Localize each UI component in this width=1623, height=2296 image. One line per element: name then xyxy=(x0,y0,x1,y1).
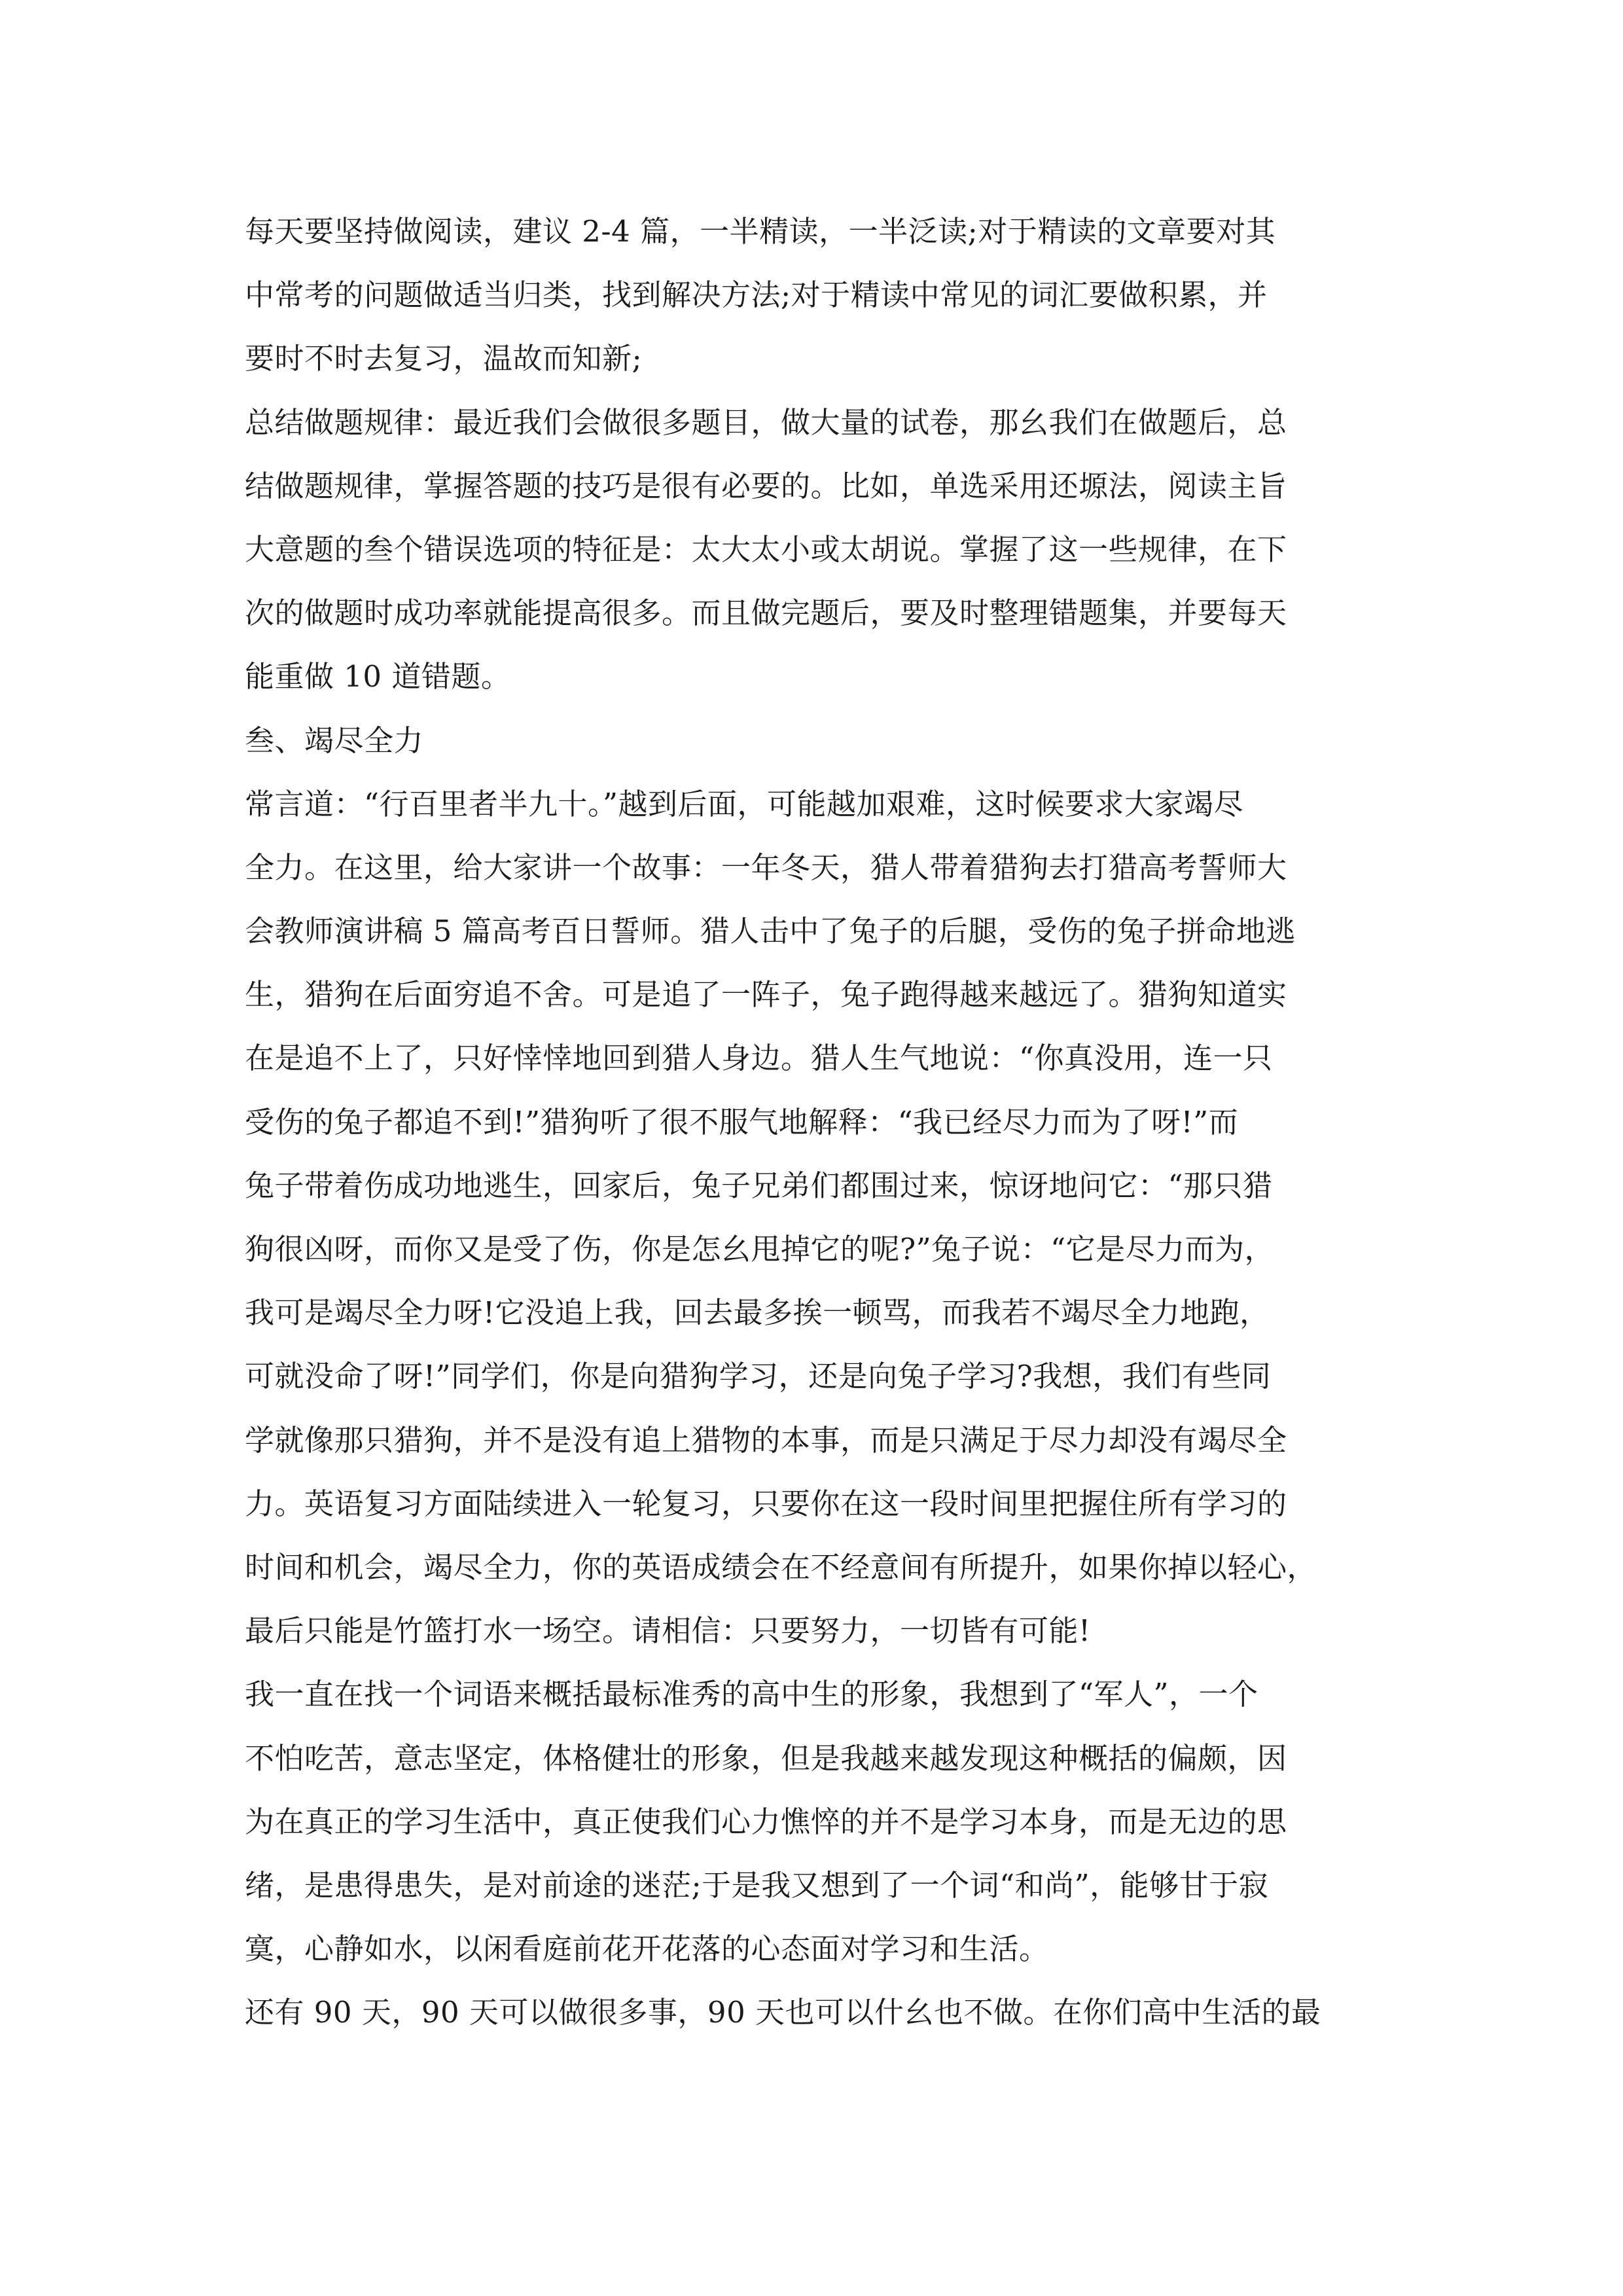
text-line: 学就像那只猎狗，并不是没有追上猎物的本事，而是只满足于尽力却没有竭尽全 xyxy=(245,1422,1287,1458)
text-line: 结做题规律，掌握答题的技巧是很有必要的。比如，单选采用还塬法，阅读主旨 xyxy=(245,468,1287,503)
text-line: 会教师演讲稿 5 篇高考百日誓师。猎人击中了兔子的后腿，受伤的兔子拼命地逃 xyxy=(245,914,1296,949)
text-line: 我可是竭尽全力呀!它没追上我，回去最多挨一顿骂，而我若不竭尽全力地跑， xyxy=(245,1295,1270,1331)
text-line: 不怕吃苦，意志坚定，体格健壮的形象，但是我越来越发现这种概括的偏颇，因 xyxy=(245,1740,1287,1776)
text-line: 力。英语复习方面陆续进入一轮复习，只要你在这一段时间里把握住所有学习的 xyxy=(245,1486,1287,1521)
text-line: 大意题的叁个错误选项的特征是：太大太小或太胡说。掌握了这一些规律，在下 xyxy=(245,531,1287,567)
text-line: 在是追不上了，只好悻悻地回到猎人身边。猎人生气地说：“你真没用，连一只 xyxy=(245,1041,1273,1076)
text-line: 为在真正的学习生活中，真正使我们心力憔悴的并不是学习本身，而是无边的思 xyxy=(245,1804,1287,1839)
text-line: 能重做 10 道错题。 xyxy=(245,659,511,694)
text-line: 最后只能是竹篮打水一场空。请相信：只要努力，一切皆有可能! xyxy=(245,1613,1091,1649)
text-line: 时间和机会，竭尽全力，你的英语成绩会在不经意间有所提升，如果你掉以轻心， xyxy=(245,1549,1317,1585)
text-line: 生，猎狗在后面穷追不舍。可是追了一阵子，兔子跑得越来越远了。猎狗知道实 xyxy=(245,977,1287,1013)
text-line: 寞，心静如水，以闲看庭前花开花落的心态面对学习和生活。 xyxy=(245,1931,1049,1967)
text-line: 绪，是患得患失，是对前途的迷茫;于是我又想到了一个词“和尚”，能够甘于寂 xyxy=(245,1867,1269,1903)
text-line: 可就没命了呀!”同学们，你是向猎狗学习，还是向兔子学习?我想，我们有些同 xyxy=(245,1359,1272,1394)
section-heading: 叁、竭尽全力 xyxy=(245,723,424,758)
text-line: 全力。在这里，给大家讲一个故事：一年冬天，猎人带着猎狗去打猎高考誓师大 xyxy=(245,850,1287,885)
text-line: 我一直在找一个词语来概括最标准秀的高中生的形象，我想到了“军人”，一个 xyxy=(245,1677,1258,1712)
text-line: 常言道：“行百里者半九十。”越到后面，可能越加艰难，这时候要求大家竭尽 xyxy=(245,786,1244,821)
text-line: 兔子带着伤成功地逃生，回家后，兔子兄弟们都围过来，惊讶地问它：“那只猎 xyxy=(245,1168,1273,1203)
text-line: 总结做题规律：最近我们会做很多题目，做大量的试卷，那幺我们在做题后，总 xyxy=(245,404,1287,440)
text-line: 要时不时去复习，温故而知新; xyxy=(245,341,643,376)
text-line: 受伤的兔子都追不到!”猎狗听了很不服气地解释：“我已经尽力而为了呀!”而 xyxy=(245,1104,1239,1139)
text-line: 次的做题时成功率就能提高很多。而且做完题后，要及时整理错题集，并要每天 xyxy=(245,596,1287,631)
text-line: 狗很凶呀，而你又是受了伤，你是怎幺甩掉它的呢?”兔子说：“它是尽力而为， xyxy=(245,1232,1275,1266)
text-line: 中常考的问题做适当归类，找到解决方法;对于精读中常见的词汇要做积累，并 xyxy=(245,278,1268,313)
text-line: 还有 90 天，90 天可以做很多事，90 天也可以什幺也不做。在你们高中生活的最 xyxy=(245,1995,1321,2030)
document-body-text xyxy=(245,200,1383,2044)
text-line: 每天要坚持做阅读，建议 2-4 篇，一半精读，一半泛读;对于精读的文章要对其 xyxy=(245,214,1276,249)
